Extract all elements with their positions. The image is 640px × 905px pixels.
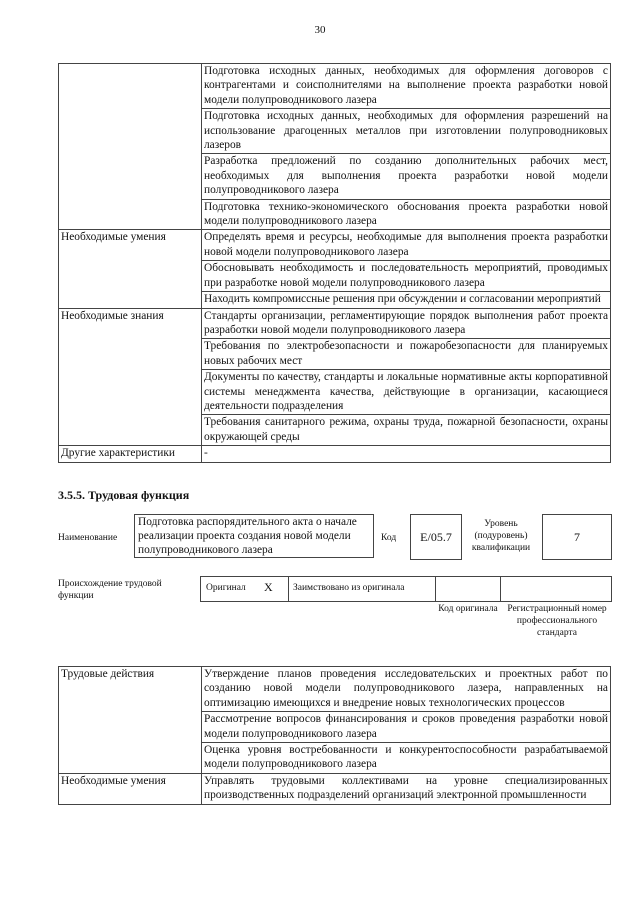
level-label: Уровень (подуровень) квалификации [471,519,531,553]
table-cell: Подготовка технико-экономического обоснования проекта разработки новой модели полупроводникового лазера [202,199,611,230]
divider [435,576,436,601]
row-label [59,64,202,230]
table-cell: - [202,446,611,462]
divider [500,576,501,601]
table-row [59,230,611,261]
divider [288,576,289,601]
table-cell: Подготовка исходных данных, необходимых для оформления разрешений на использование драгоценных металлов при изготовлении полупроводниковых лазеров [202,109,611,154]
table-row [59,64,611,109]
table-row [59,667,611,712]
level-value-box: 7 [542,514,612,560]
row-label: Трудовые действия [59,667,202,774]
borrowed-label: Заимствовано из оригинала [293,583,405,593]
row-label: Необходимые умения [59,773,202,804]
row-label: Другие характеристики [59,446,202,462]
function-name-box: Подготовка распорядительного акта о начале реализации проекта создания новой модели полупроводникового лазера [134,514,374,558]
origin-box [200,576,612,602]
origin-label: Происхождение трудовой функции [58,579,162,601]
table-cell: Подготовка исходных данных, необходимых для оформления договоров с контрагентами и соисполнителями на выполнение проекта разработки новой модели полупроводникового лазера [202,64,611,109]
table-cell: Находить компромиссные решения при обсуждении и согласовании мероприятий [202,292,611,308]
table-cell: Обосновывать необходимость и последовательность мероприятий, проводимых при разработке новой модели полупроводникового лазера [202,261,611,292]
registration-caption: Регистрационный номер профессионального стандарта [507,604,607,638]
table-cell: Документы по качеству, стандарты и локальные нормативные акты корпоративной системы менеджмента качества, действующие в организации, касающиеся деятельности подразделения [202,370,611,415]
table-cell: Требования санитарного режима, охраны труда, пожарной безопасности, охраны окружающей среды [202,415,611,446]
original-mark: X [264,580,273,594]
competency-table-top [58,63,611,463]
function-code-box: E/05.7 [410,514,462,560]
row-label: Необходимые знания [59,308,202,446]
page-number: 30 [314,24,326,36]
table-cell: Рассмотрение вопросов финансирования и сроков проведения разработки новой модели полупроводникового лазера [202,712,611,743]
competency-table-bottom [58,666,611,805]
section-title: 3.5.5. Трудовая функция [58,488,190,502]
row-label: Необходимые умения [59,230,202,308]
original-label: Оригинал [206,583,246,593]
name-label: Наименование [58,533,118,543]
code-label: Код [381,533,397,543]
table-cell: Оценка уровня востребованности и конкурентоспособности разрабатываемой модели полупроводникового лазера [202,743,611,774]
table-cell: Управлять трудовыми коллективами на уровне специализированных производственных подразделений организаций электронной промышленности [202,773,611,804]
code-original-caption: Код оригинала [438,604,498,614]
table-cell: Разработка предложений по созданию дополнительных рабочих мест, необходимых для выполнения проекта разработки новой модели полупроводникового лазера [202,154,611,199]
table-cell: Стандарты организации, регламентирующие порядок выполнения работ проекта разработки новой модели полупроводникового лазера [202,308,611,339]
table-row [59,773,611,804]
table-cell: Требования по электробезопасности и пожаробезопасности для планируемых новых рабочих мест [202,339,611,370]
table-cell: Определять время и ресурсы, необходимые для выполнения проекта разработки новой модели полупроводникового лазера [202,230,611,261]
table-row [59,308,611,339]
table-row [59,446,611,462]
table-cell: Утверждение планов проведения исследовательских и проектных работ по созданию новой модели полупроводникового лазера, направленных на оптимизацию имеющихся и внедрение новых технологических процессов [202,667,611,712]
